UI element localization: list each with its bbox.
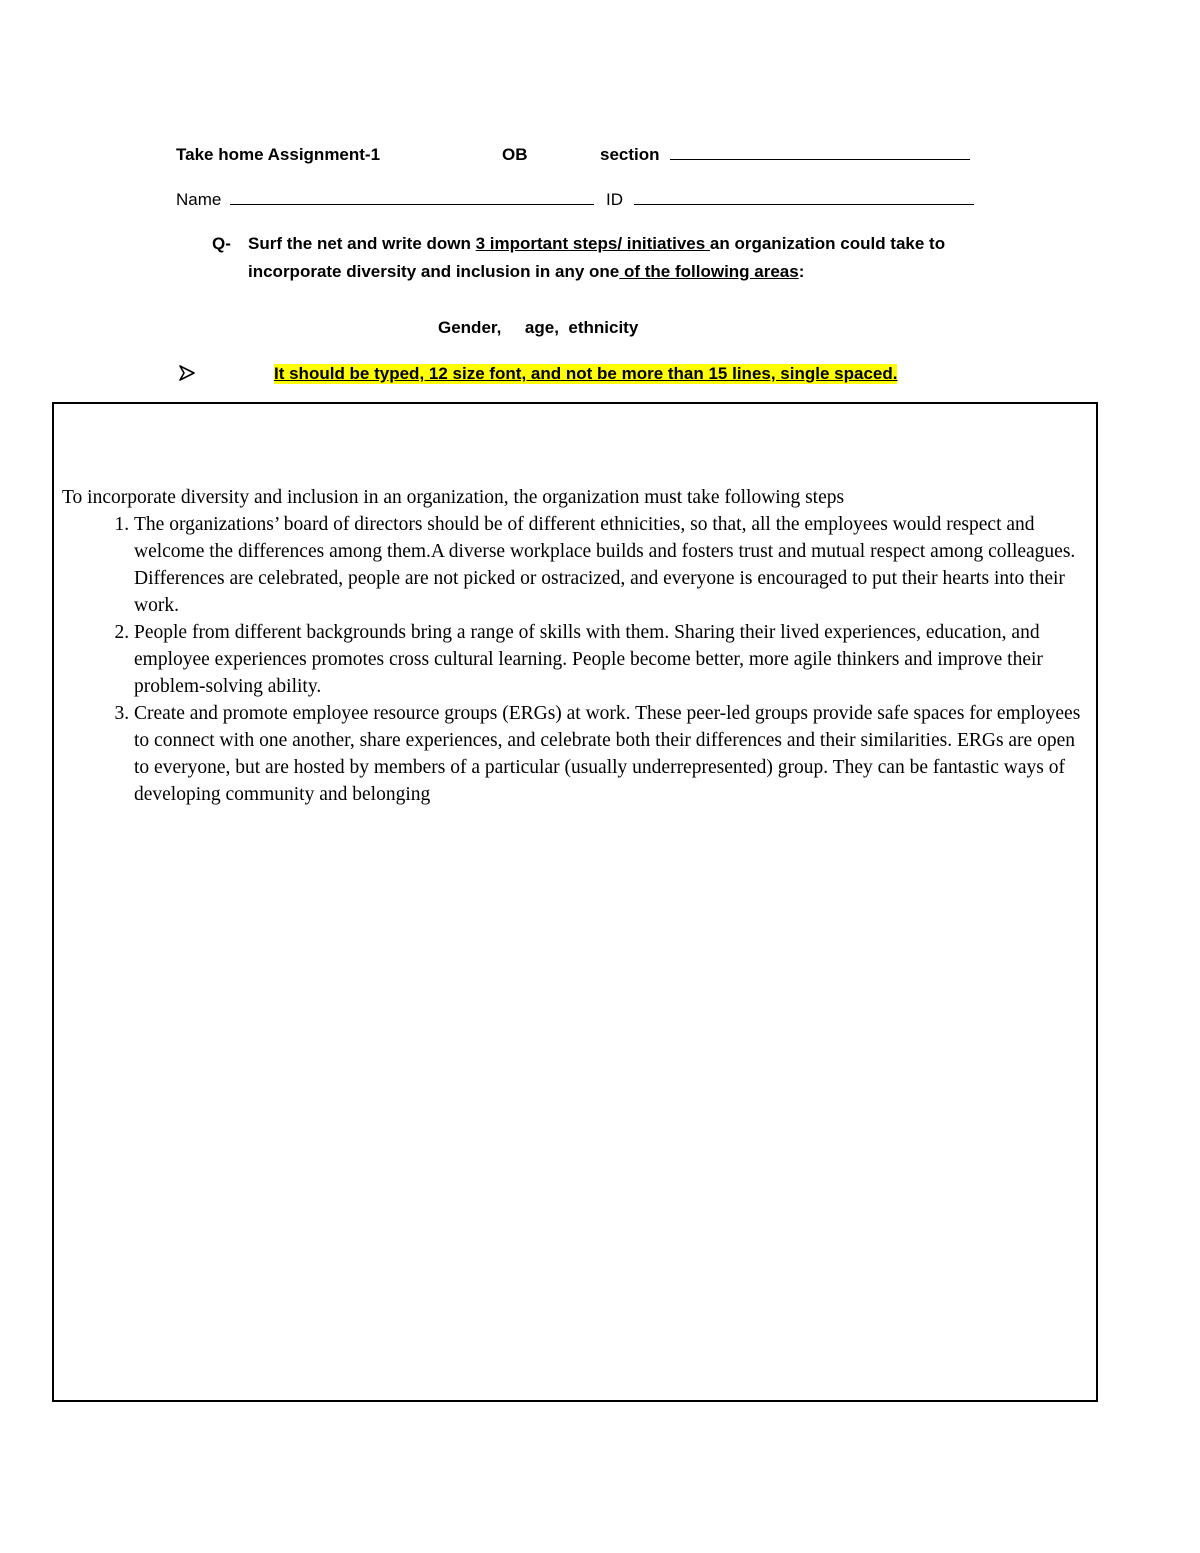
answer-step: 3. Create and promote employee resource groups (ERGs) at work. These peer-led groups provide safe spaces for employees to connect with one another, share experiences, and celebrate both their differences and their similarities. ERGs are open to everyone, but are hosted by members of a particular (usually underrepresented) group. They can be fantastic ways of developing community and belonging xyxy=(134,700,1092,808)
question-line-1 xyxy=(248,234,945,254)
section-label: section xyxy=(600,145,660,164)
question-line-1-text-a: Surf the net and write down xyxy=(248,234,476,253)
answer-text xyxy=(62,484,1092,808)
course-code: OB xyxy=(502,145,528,164)
instruction-highlight: It should be typed, 12 size font, and not be more than 15 lines, single spaced. xyxy=(274,364,898,383)
section-blank[interactable] xyxy=(670,145,970,160)
question-line-2-text-b: : xyxy=(798,262,805,281)
id-label: ID xyxy=(606,190,623,209)
name-blank[interactable] xyxy=(230,190,594,205)
section-field[interactable] xyxy=(600,145,970,165)
question-line-2-text-a: incorporate diversity and inclusion in any one xyxy=(248,262,620,281)
answer-step: 1. The organizations’ board of directors should be of different ethnicities, so that, all the employees would respect and welcome the differences among them.A diverse workplace builds and fosters trust and mutual respect among colleagues. Differences are celebrated, people are not picked or ostracized, and everyone is encouraged to put their hearts into their work. xyxy=(134,511,1092,619)
answer-step: 2. People from different backgrounds bring a range of skills with them. Sharing their lived experiences, education, and employee experiences promotes cross cultural learning. People become better, more agile thinkers and improve their problem-solving ability. xyxy=(134,619,1092,700)
question-prefix: Q- xyxy=(212,234,231,253)
question-line-1-underlined: 3 important steps/ initiatives xyxy=(475,234,710,253)
answer-steps-list xyxy=(62,511,1092,808)
question-line-1-text-b: an organization could take to xyxy=(709,234,946,253)
id-blank[interactable] xyxy=(634,190,974,205)
answer-intro: To incorporate diversity and inclusion in an organization, the organization must take following steps xyxy=(62,487,845,508)
question-line-2-underlined: of the following areas xyxy=(619,262,799,281)
assignment-title: Take home Assignment-1 xyxy=(176,145,381,164)
name-field[interactable] xyxy=(176,190,594,210)
name-label: Name xyxy=(176,190,222,209)
question-line-2 xyxy=(248,262,804,282)
id-field[interactable] xyxy=(606,190,974,210)
arrowhead-bullet-icon xyxy=(178,364,196,387)
question-areas: Gender, age, ethnicity xyxy=(438,318,639,337)
